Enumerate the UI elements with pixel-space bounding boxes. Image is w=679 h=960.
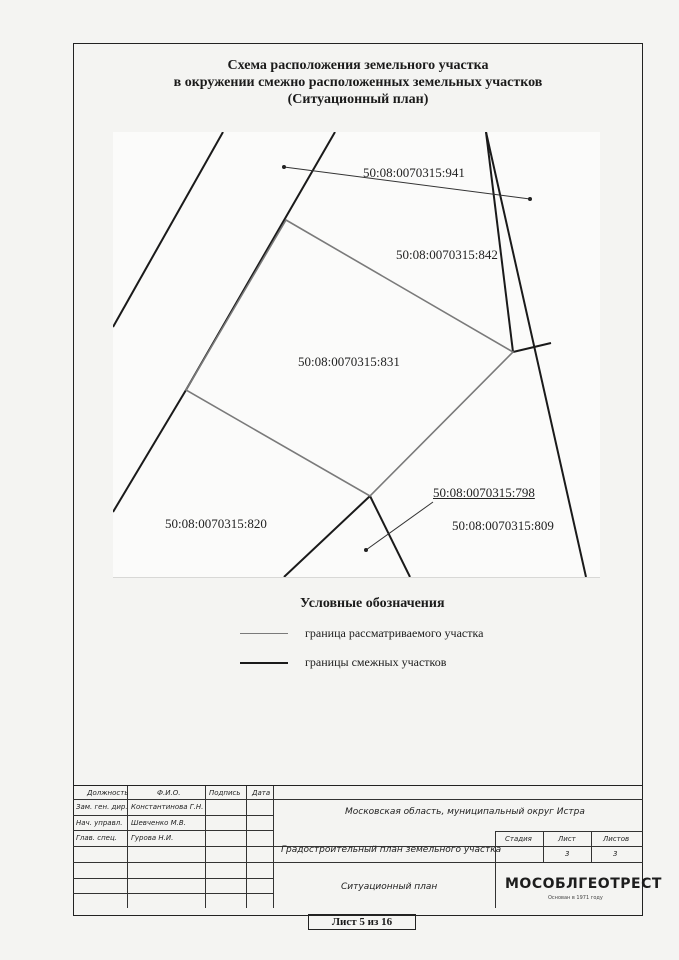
header-signature: Подпись	[209, 789, 241, 797]
staff-position-2: Нач. управл.	[76, 819, 123, 827]
stamp-line	[73, 893, 273, 894]
stamp-drawing-name: Ситуационный план	[341, 882, 438, 892]
header-date: Дата	[252, 789, 271, 797]
sheet-number: Лист 5 из 16	[308, 914, 416, 930]
title-line-3: (Ситуационный план)	[287, 92, 429, 107]
situation-map	[113, 132, 600, 578]
stamp-document: Градостроительный план земельного участка	[281, 845, 502, 855]
legend-line-adjacent	[240, 662, 288, 664]
header-position: Должность	[87, 789, 129, 797]
stamp-line	[495, 831, 643, 832]
staff-position-1: Зам. ген. дир.	[76, 803, 128, 811]
parcel-label-842: 50:08:0070315:842	[396, 247, 498, 262]
stamp-line	[246, 786, 247, 908]
header-name: Ф.И.О.	[157, 789, 181, 797]
title-line-1: Схема расположения земельного участка	[227, 58, 489, 73]
staff-name-1: Константинова Г.Н.	[131, 803, 204, 811]
stamp-line	[73, 862, 643, 863]
boundary-line	[370, 496, 410, 577]
company-logo: МОСОБЛГЕОТРЕСТ	[505, 876, 662, 892]
boundary-line	[513, 343, 551, 352]
parcel-label-809: 50:08:0070315:809	[452, 518, 554, 533]
parcel-label-941: 50:08:0070315:941	[363, 165, 465, 180]
title-line-2: в окружении смежно расположенных земельных участков	[173, 75, 543, 90]
staff-name-3: Гурова Н.И.	[131, 834, 174, 842]
stamp-line	[495, 862, 496, 908]
stamp-line	[205, 786, 206, 908]
stamp-sheets-value: 3	[613, 850, 618, 858]
staff-name-2: Шевченко М.В.	[131, 819, 186, 827]
stamp-line	[73, 799, 643, 800]
boundary-line	[284, 496, 370, 577]
parcel-label-820: 50:08:0070315:820	[165, 516, 267, 531]
parcel-label-798: 50:08:0070315:798	[433, 485, 535, 500]
stamp-sheets-label: Листов	[603, 835, 630, 843]
point-marker	[364, 548, 368, 552]
boundary-line	[113, 390, 186, 512]
stamp-sheet-label: Лист	[558, 835, 576, 843]
stamp-location: Московская область, муниципальный округ Истра	[345, 807, 585, 817]
boundary-line	[113, 132, 223, 327]
stamp-line	[73, 878, 273, 879]
boundary-line	[486, 132, 586, 577]
stamp-line	[273, 786, 274, 908]
legend-line-subject	[240, 633, 288, 634]
stamp-line	[73, 815, 273, 816]
boundary-line	[486, 132, 513, 352]
stamp-sheet-value: 3	[565, 850, 570, 858]
page-title	[73, 57, 643, 108]
staff-position-3: Глав. спец.	[76, 834, 117, 842]
legend-title: Условные обозначения	[300, 596, 445, 611]
stamp-line	[73, 830, 273, 831]
parcel-label-831: 50:08:0070315:831	[298, 354, 400, 369]
company-logo-subtitle: Основан в 1971 году	[548, 895, 603, 901]
stamp-line	[495, 846, 643, 847]
point-marker	[282, 165, 286, 169]
stamp-stage-label: Стадия	[505, 835, 532, 843]
legend-text-subject: граница рассматриваемого участка	[305, 626, 484, 640]
legend-text-adjacent: границы смежных участков	[305, 655, 447, 669]
point-marker	[528, 197, 532, 201]
